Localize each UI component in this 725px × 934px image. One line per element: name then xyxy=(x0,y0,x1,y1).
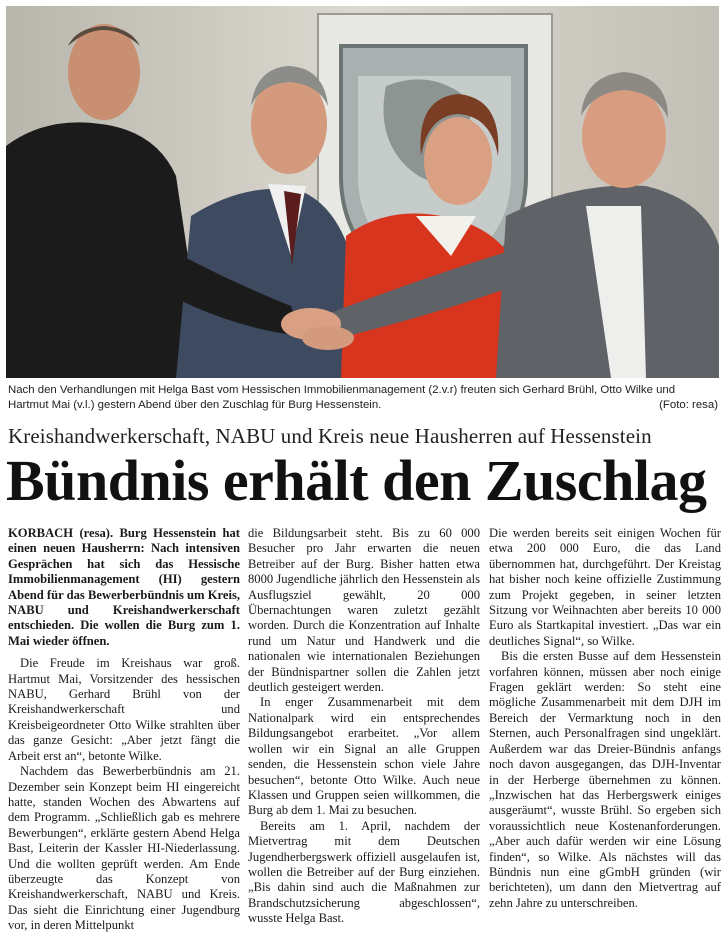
article-headline: Bündnis erhält den Zuschlag xyxy=(6,448,707,513)
caption-text: Nach den Verhandlungen mit Helga Bast vom Hessischen Immobilienmanagement (2.v.r) freuten sich Gerhard Brühl, Otto Wilke und Hartmut Mai (v.l.) gestern Abend über den Zuschlag für Burg Hessenstein. xyxy=(8,384,676,411)
article-paragraph: die Bildungsarbeit steht. Bis zu 60 000 Besucher pro Jahr erwarten die neuen Betreiber auf der Burg. Bisher hatten etwa 8000 Jugendliche jährlich den Hessenstein als Ausflugsziel gewählt, 20 000 Übernachtungen waren zuletzt gezählt worden. Durch die Konzentration auf Inhalte rund um Natur und Handwerk und die nationalen wie internationalen Beziehungen der Bündnispartner sollen die Zahlen jetzt deutlich gesteigert werden. xyxy=(248,526,480,695)
photo-credit: (Foto: resa) xyxy=(659,398,718,411)
article-body xyxy=(8,526,721,933)
article-column-3 xyxy=(489,526,721,924)
article-lead: KORBACH (resa). Burg Hessenstein hat einen neuen Hausherrn: Nach intensiven Gesprächen hat sich das Hessische Immobilienmanagement (HI) gestern Abend für das Bewerberbündnis um Kreis, NABU und Kreishandwerkerschaft entschieden. Die wollen die Burg zum 1. Mai wieder öffnen. xyxy=(8,526,240,648)
news-photo xyxy=(6,6,719,378)
article-column-2 xyxy=(248,526,480,924)
group-handshake-illustration xyxy=(6,6,719,378)
article-paragraph: Die werden bereits seit einigen Wochen für etwa 200 000 Euro, die das Land übernommen hat, durchgeführt. Der Kreistag hat bisher noch keine offizielle Zustimmung zum Projekt gegeben, in seiner letzten Sitzung vor Weihnachten aber bereits 10 000 Euro als Startkapital investiert. „Das war ein deutliches Signal“, so Wilke. xyxy=(489,526,721,648)
article-kicker: Kreishandwerkerschaft, NABU und Kreis neue Hausherren auf Hessenstein xyxy=(8,424,652,448)
article-paragraph: Nachdem das Bewerberbündnis am 21. Dezember sein Konzept beim HI eingereicht hatte, standen Wochen des Abwartens auf dem Programm. „Schließlich gab es mehrere Bewerbungen“, erklärte gestern Abend Helga Bast, Leiterin der Kassler HI-Niederlassung. Und die wollten geprüft werden. Am Ende überzeugte das Konzept von Kreishandwerkerschaft, NABU und Kreis. Das sieht die Einrichtung einer Jugendburg vor, in deren Mittelpunkt xyxy=(8,764,240,933)
photo-caption xyxy=(8,383,718,412)
article-paragraph: In enger Zusammenarbeit mit dem Nationalpark wird ein entsprechendes Bildungsangebot erarbeitet. „Vor allem wollen wir ein Signal an alle Gruppen senden, die Hessenstein schon viele Jahre besuchen“, betonte Otto Wilke. Auch neue Klassen und Gruppen seien willkommen, die Burg ab dem 1. Mai zu besuchen. xyxy=(248,695,480,818)
article-paragraph: Bis die ersten Busse auf dem Hessenstein vorfahren können, müssen aber noch einige Fragen geklärt werden: So steht eine mögliche Zusammenarbeit mit dem DJH im Bereich der Vermarktung noch in den Sternen, auch Personalfragen sind ungeklärt. Außerdem war das Dreier-Bündnis anfangs noch davon ausgegangen, das DJH-Inventar in der Herberge übernehmen zu können. „Inzwischen hat das Herbergswerk einiges ausgeräumt“, wusste Brühl. So ergeben sich voraussichtlich neue Kostenanforderungen. „Aber auch dafür werden wir eine Lösung finden“, so Wilke. Als nächstes will das Bündnis nun eine gGmbH gründen (wir berichteten), um dann den Mietvertrag auf zehn Jahre zu unterschreiben. xyxy=(489,649,721,910)
article-paragraph: Bereits am 1. April, nachdem der Mietvertrag mit dem Deutschen Jugendherbergswerk offiziell ausgelaufen ist, wollen die Betreiber auf der Burg einziehen. „Bis dahin sind auch die Maßnahmen zur Brandschutzsicherung abgeschlossen“, wusste Helga Bast. xyxy=(248,818,480,926)
article-paragraph: Die Freude im Kreishaus war groß. Hartmut Mai, Vorsitzender des hessischen NABU, Gerhard Brühl von der Kreishandwerkerschaft und Kreisbeigeordneter Otto Wilke strahlten über das ganze Gesicht: „Aber jetzt fängt die Arbeit erst an“, betonte Wilke. xyxy=(8,656,240,763)
article-column-1 xyxy=(8,526,240,933)
